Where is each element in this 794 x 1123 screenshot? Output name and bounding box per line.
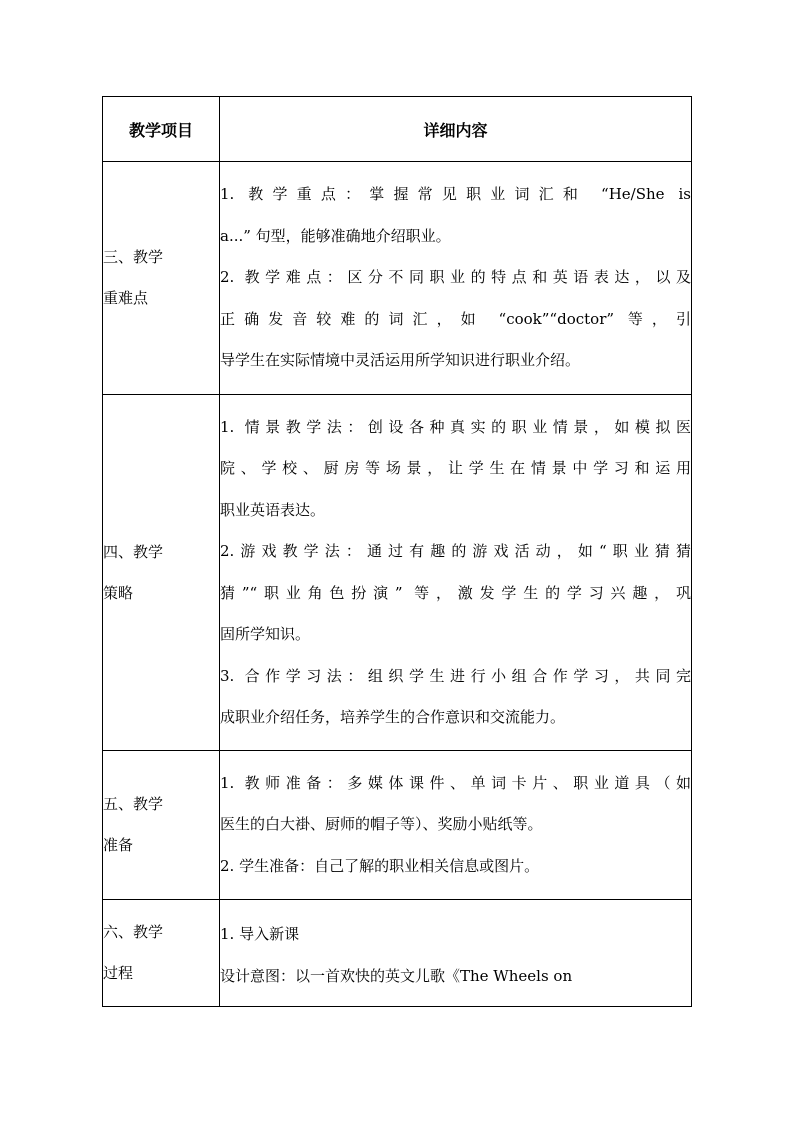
row-label: [103, 395, 220, 751]
row-label: [103, 751, 220, 900]
content-line: 职业英语表达。: [220, 500, 326, 519]
content-line: 1. 导入新课: [220, 925, 300, 943]
content-line: 1. 教学重点：掌握常见职业词汇和 “He/She is: [220, 185, 691, 204]
content-line: 2. 教学难点：区分不同职业的特点和英语表达，以及: [220, 268, 691, 287]
table-header-row: [103, 97, 692, 162]
content-line: 成职业介绍任务，培养学生的合作意识和交流能力。: [220, 708, 566, 726]
row-label: [103, 900, 220, 1007]
content-line: 猜”“职业角色扮演” 等，激发学生的学习兴趣，巩: [220, 583, 691, 602]
table-row-process: [103, 900, 692, 1007]
content-line: 2.游戏教学法：通过有趣的游戏活动，如“职业猜猜: [220, 542, 691, 560]
row-label-line: 六、教学: [103, 923, 164, 941]
row-label-line: 四、教学: [103, 542, 164, 561]
content-line: 1. 情景教学法：创设各种真实的职业情景，如模拟医: [220, 417, 691, 436]
row-content: [220, 162, 692, 395]
row-label-line: 策略: [103, 583, 134, 602]
row-label-line: 五、教学: [103, 795, 164, 813]
header-item: 教学项目: [103, 97, 220, 162]
content-line: 导学生在实际情境中灵活运用所学知识进行职业介绍。: [220, 351, 581, 370]
row-content: [220, 751, 692, 900]
row-content: [220, 900, 692, 1007]
content-line: 2. 学生准备：自己了解的职业相关信息或图片。: [220, 856, 540, 875]
row-label: [103, 162, 220, 395]
content-line: 3. 合作学习法：组织学生进行小组合作学习，共同完: [220, 666, 691, 685]
content-line: a...” 句型，能够准确地介绍职业。: [220, 226, 451, 245]
row-label-line: 三、教学: [103, 248, 164, 266]
header-detail: 详细内容: [220, 97, 692, 162]
table-row-key-points: [103, 162, 692, 395]
content-line: 院、学校、厨房等场景，让学生在情景中学习和运用: [220, 459, 691, 477]
table-row-strategy: [103, 395, 692, 751]
row-content: [220, 395, 692, 751]
lesson-plan-table: [102, 96, 692, 1007]
content-line: 1. 教师准备：多媒体课件、单词卡片、职业道具（如: [220, 773, 691, 792]
content-line: 固所学知识。: [220, 625, 311, 643]
table-row-preparation: [103, 751, 692, 900]
content-line: 正确发音较难的词汇，如 “cook”“doctor” 等，引: [220, 309, 691, 328]
row-label-line: 准备: [103, 836, 134, 854]
content-line: 设计意图：以一首欢快的英文儿歌《The Wheels on: [220, 966, 573, 985]
content-line: 医生的白大褂、厨师的帽子等）、奖励小贴纸等。: [220, 815, 543, 834]
row-label-line: 过程: [103, 964, 134, 982]
row-label-line: 重难点: [103, 289, 149, 307]
